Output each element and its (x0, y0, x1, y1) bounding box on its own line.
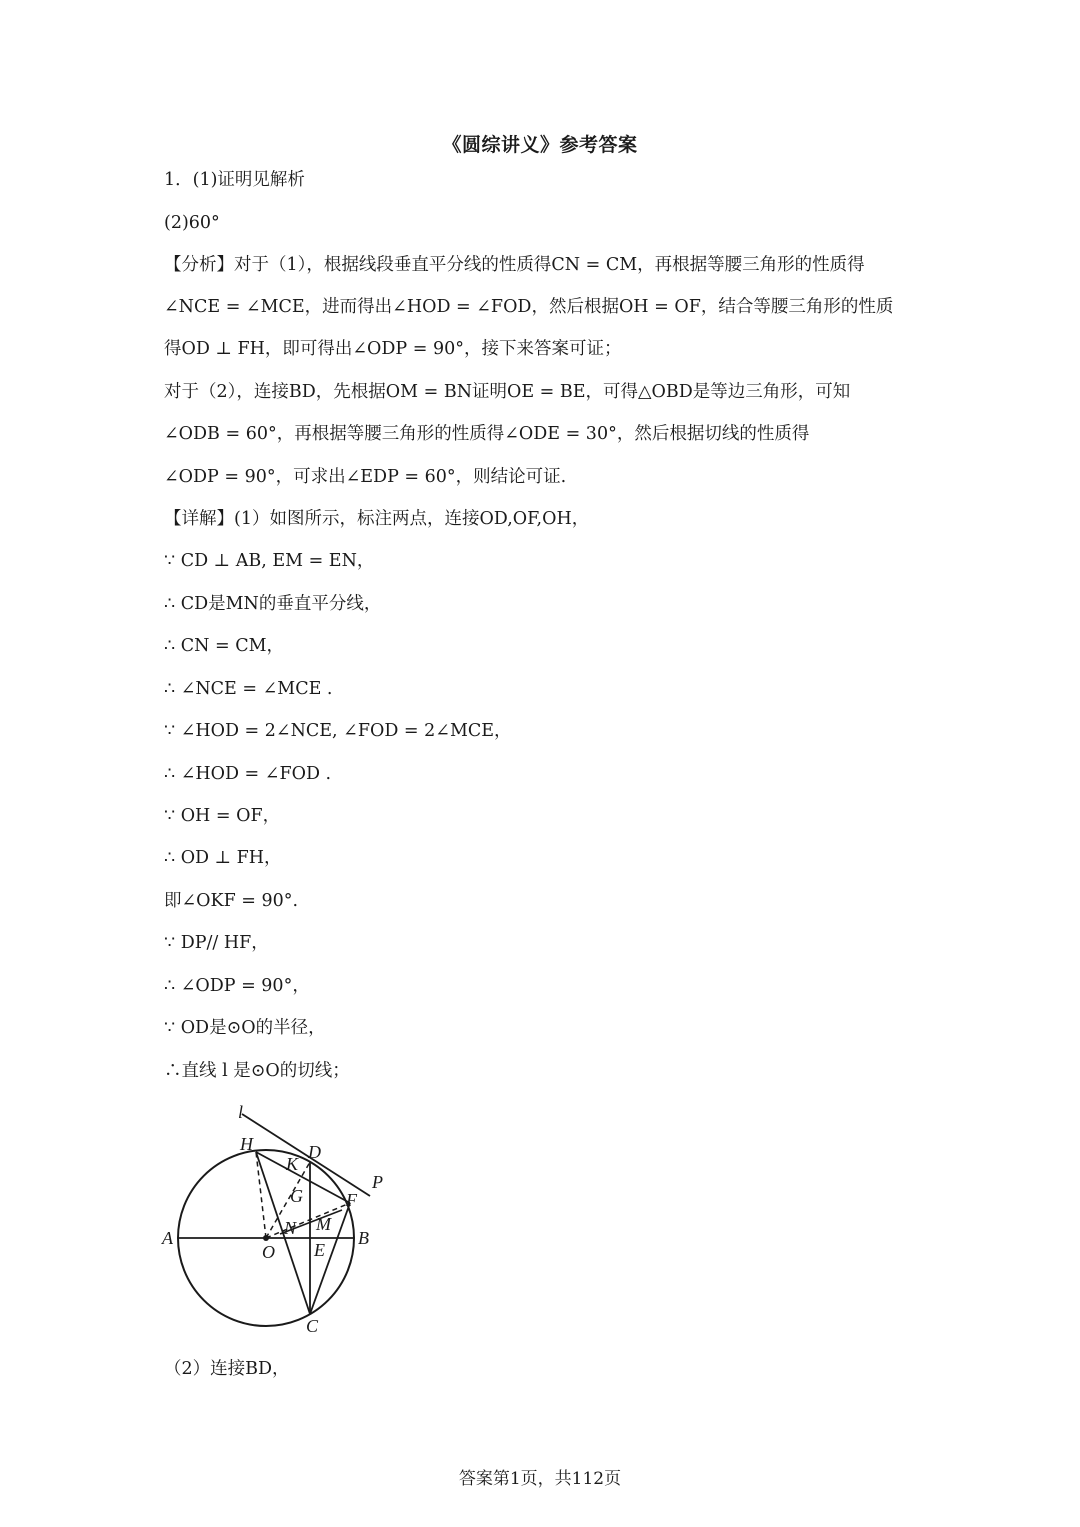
text-line: 即∠OKF = 90°. (164, 891, 299, 911)
label-g: G (290, 1186, 303, 1206)
text-line: 【详解】(1）如图所示，标注两点，连接OD,OF,OH， (164, 509, 590, 529)
text-line: （2）连接BD， (164, 1359, 290, 1379)
label-b: B (358, 1228, 369, 1248)
text-line: ∴ ∠NCE = ∠MCE . (164, 679, 333, 699)
text-line: ∠NCE = ∠MCE，进而得出∠HOD = ∠FOD，然后根据OH = OF，结合等腰三角形的性质 (164, 297, 894, 317)
text-line: ∵ ∠HOD = 2∠NCE, ∠FOD = 2∠MCE， (164, 721, 512, 741)
text-line: (2)60° (164, 213, 220, 233)
geometry-figure (158, 1100, 398, 1340)
text-line: ∴ OD ⊥ FH， (164, 848, 282, 868)
text-line: ∵ OH = OF， (164, 806, 281, 826)
text-line: ∵ CD ⊥ AB, EM = EN， (164, 551, 375, 571)
label-p: P (372, 1172, 383, 1192)
label-l: l (238, 1102, 244, 1122)
label-e: E (314, 1240, 325, 1260)
label-o: O (262, 1242, 275, 1262)
label-c: C (306, 1316, 319, 1336)
center-point-o (263, 1235, 269, 1241)
text-line: 1．(1)证明见解析 (164, 170, 305, 190)
label-m: M (316, 1214, 331, 1234)
text-line: 【分析】对于（1），根据线段垂直平分线的性质得CN = CM，再根据等腰三角形的性质得 (164, 255, 865, 275)
text-line: 对于（2），连接BD，先根据OM = BN证明OE = BE，可得△OBD是等边三角形，可知 (164, 382, 851, 402)
label-f: F (346, 1190, 357, 1210)
text-line: ∴ ∠HOD = ∠FOD . (164, 764, 332, 784)
text-line: ∵ DP// HF， (164, 933, 269, 953)
text-line: 得OD ⊥ FH，即可得出∠ODP = 90°，接下来答案可证； (164, 339, 622, 359)
label-a: A (162, 1228, 173, 1248)
text-line: ∠ODP = 90°，可求出∠EDP = 60°，则结论可证. (164, 467, 567, 487)
page-title: 《圆综讲义》参考答案 (442, 134, 638, 156)
label-n: N (284, 1218, 297, 1238)
label-d: D (308, 1142, 321, 1162)
text-line: ∵ OD是⊙O的半径， (164, 1018, 326, 1038)
text-line: ∴ CD是MN的垂直平分线， (164, 594, 382, 614)
text-line: ∴直线 l 是⊙O的切线； (164, 1061, 350, 1081)
circle-diagram (158, 1100, 398, 1340)
text-line: ∠ODB = 60°，再根据等腰三角形的性质得∠ODE = 30°，然后根据切线的性质得 (164, 424, 810, 444)
label-h: H (240, 1134, 253, 1154)
label-k: K (286, 1154, 299, 1174)
text-line: ∴ CN = CM， (164, 636, 284, 656)
text-line: ∴ ∠ODP = 90°， (164, 976, 310, 996)
page-footer: 答案第1页，共112页 (458, 1469, 622, 1489)
